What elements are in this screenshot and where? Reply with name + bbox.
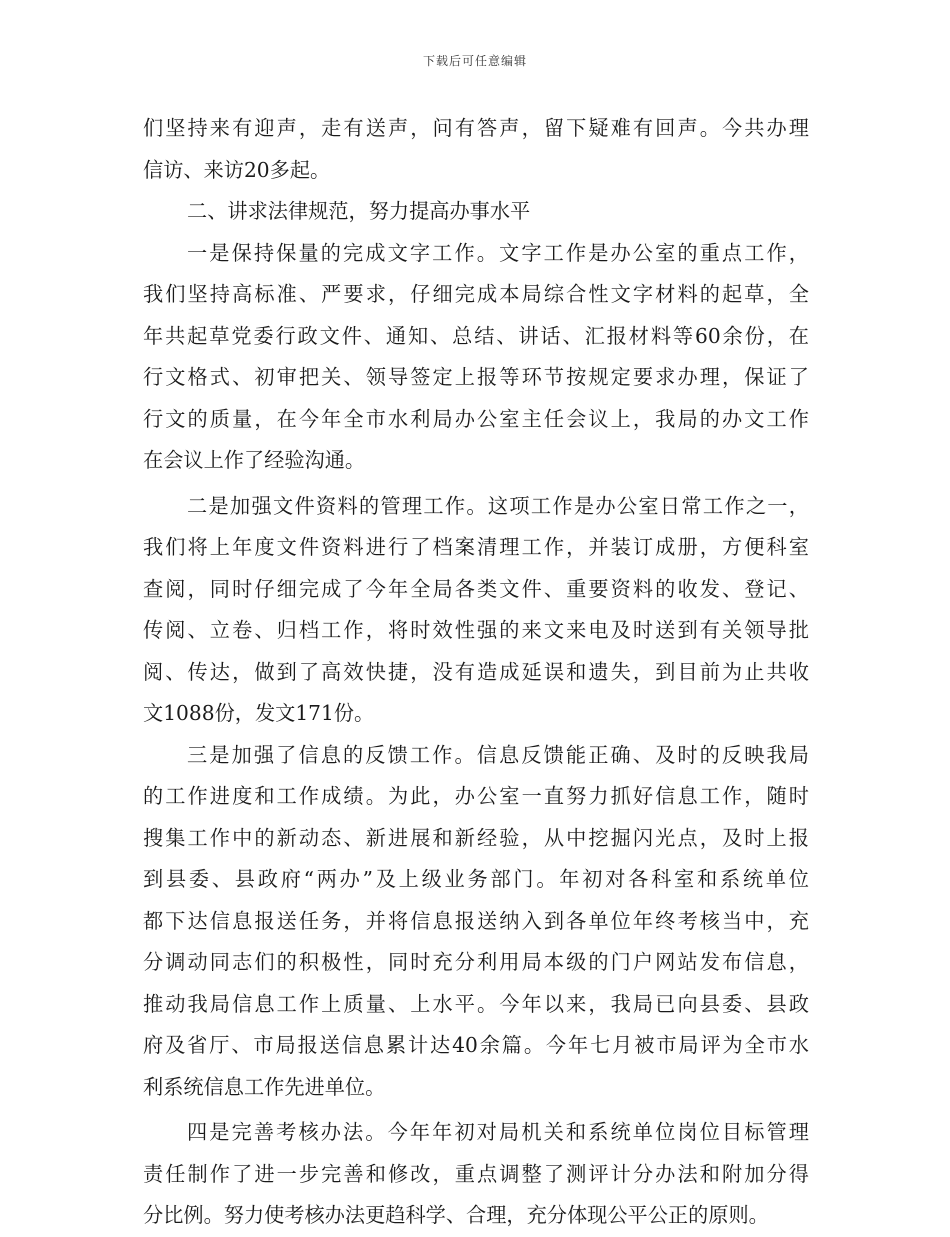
text-line: 分调动同志们的积极性，同时充分利用局本级的门户网站发布信息， <box>143 950 809 974</box>
text-line: 行文格式、初审把关、领导签定上报等环节按规定要求办理，保证了 <box>143 365 809 389</box>
text-line: 我们坚持高标准、严要求，仔细完成本局综合性文字材料的起草，全 <box>143 282 809 306</box>
paragraph <box>143 1112 809 1237</box>
text-line: 传阅、立卷、归档工作，将时效性强的来文来电及时送到有关领导批 <box>143 618 809 642</box>
paragraph <box>143 486 809 735</box>
text-line: 查阅，同时仔细完成了今年全局各类文件、重要资料的收发、登记、 <box>143 576 809 601</box>
text-line: 一是保持保量的完成文字工作。文字工作是办公室的重点工作， <box>187 240 809 265</box>
text-line: 二、讲求法律规范，努力提高办事水平 <box>187 199 531 223</box>
text-line: 搜集工作中的新动态、新进展和新经验，从中挖掘闪光点，及时上报 <box>143 825 809 850</box>
text-line: 们坚持来有迎声，走有送声，问有答声，留下疑难有回声。今共办理 <box>143 116 809 140</box>
document-body <box>143 108 809 1237</box>
text-line: 府及省厅、市局报送信息累计达40余篇。今年七月被市局评为全市水 <box>143 1033 809 1057</box>
section-heading <box>143 191 809 233</box>
text-line: 利系统信息工作先进单位。 <box>143 1074 386 1099</box>
text-line: 推动我局信息工作上质量、上水平。今年以来，我局已向县委、县政 <box>143 991 809 1016</box>
text-line: 都下达信息报送任务，并将信息报送纳入到各单位年终考核当中，充 <box>143 908 809 933</box>
text-line: 年共起草党委行政文件、通知、总结、讲话、汇报材料等60余份，在 <box>143 323 809 348</box>
text-line: 四是完善考核办法。今年年初对局机关和系统单位岗位目标管理 <box>187 1120 809 1144</box>
text-line: 信访、来访20多起。 <box>143 157 331 182</box>
text-line: 三是加强了信息的反馈工作。信息反馈能正确、及时的反映我局 <box>187 742 809 767</box>
paragraph <box>143 735 809 1109</box>
text-line: 二是加强文件资料的管理工作。这项工作是办公室日常工作之一， <box>187 493 809 518</box>
text-line: 文1088份，发文171份。 <box>143 701 375 725</box>
text-line: 的工作进度和工作成绩。为此，办公室一直努力抓好信息工作，随时 <box>143 784 809 808</box>
text-line: 阅、传达，做到了高效快捷，没有造成延误和遗失，到目前为止共收 <box>143 659 809 684</box>
text-line: 分比例。努力使考核办法更趋科学、合理，充分体现公平公正的原则。 <box>143 1203 769 1227</box>
text-line: 责任制作了进一步完善和修改，重点调整了测评计分办法和附加分得 <box>143 1161 809 1186</box>
paragraph <box>143 108 809 191</box>
paragraph <box>143 233 809 482</box>
text-line: 到县委、县政府“两办”及上级业务部门。年初对各科室和系统单位 <box>143 867 809 891</box>
text-line: 在会议上作了经验沟通。 <box>143 448 366 472</box>
text-line: 行文的质量，在今年全市水利局办公室主任会议上，我局的办文工作 <box>143 406 809 431</box>
text-line: 我们将上年度文件资料进行了档案清理工作，并装订成册，方便科室 <box>143 535 809 559</box>
page-header: 下载后可任意编辑 <box>422 54 527 68</box>
